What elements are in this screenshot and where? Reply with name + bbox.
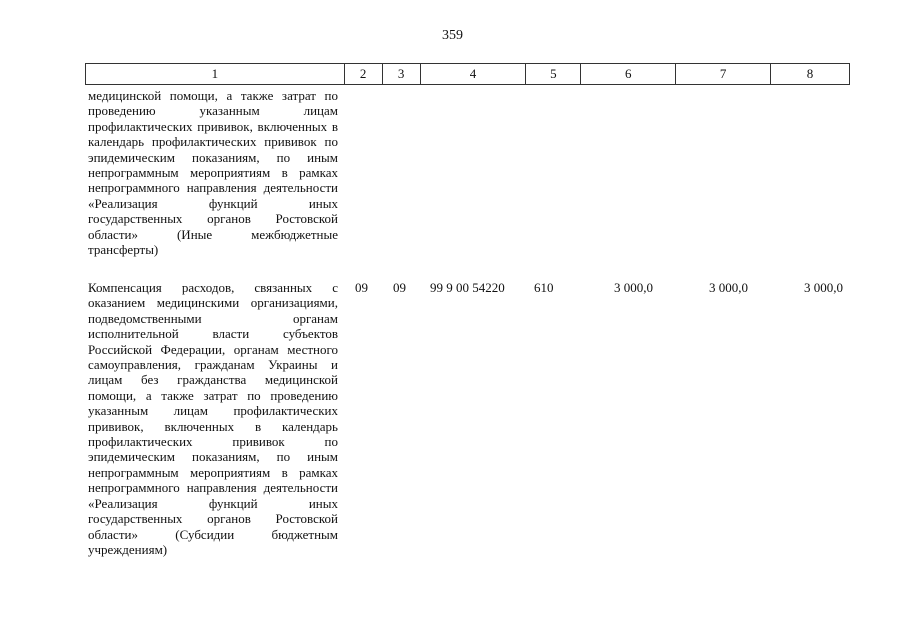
column-header-7: 7 bbox=[676, 64, 771, 84]
column-header-3: 3 bbox=[383, 64, 421, 84]
row-1-description: медицинской помощи, а также затрат по проведению указанным лицам профилактических прививок, включенных в календарь профилактических прививок по эпидемическим показаниям, по иным непрограммным мероприятиям в рамках непрограммного направления деятельности «Реализация функций иных государственных органов Ростовской области» (Иные межбюджетные трансферты) bbox=[88, 88, 338, 258]
row-2-amount-col7: 3 000,0 bbox=[709, 280, 748, 295]
column-header-8: 8 bbox=[771, 64, 850, 84]
row-2-description: Компенсация расходов, связанных с оказанием медицинскими организациями, подведомственными органам исполнительной власти субъектов Российской Федерации, органам местного самоуправления, гражданам Украины и лицам без гражданства медицинской помощи, а также затрат по проведению указанным лицам профилактических прививок, включенных в календарь профилактических прививок по эпидемическим показаниям, по иным непрограммным мероприятиям в рамках непрограммного направления деятельности «Реализация функций иных государственных органов Ростовской области» (Субсидии бюджетным учреждениям) bbox=[88, 280, 338, 557]
row-2-amount-col6: 3 000,0 bbox=[614, 280, 653, 295]
page-number: 359 bbox=[442, 28, 463, 43]
row-2-amount-col8: 3 000,0 bbox=[804, 280, 843, 295]
column-header-2: 2 bbox=[345, 64, 383, 84]
column-header-5: 5 bbox=[526, 64, 581, 84]
row-2-expense-type: 610 bbox=[534, 280, 554, 295]
column-header-1: 1 bbox=[86, 64, 345, 84]
row-2-section: 09 bbox=[355, 280, 368, 295]
column-header-6: 6 bbox=[581, 64, 676, 84]
row-2-subsection: 09 bbox=[393, 280, 406, 295]
row-2-target-article: 99 9 00 54220 bbox=[430, 280, 505, 295]
table-header bbox=[85, 63, 850, 85]
column-header-4: 4 bbox=[421, 64, 527, 84]
